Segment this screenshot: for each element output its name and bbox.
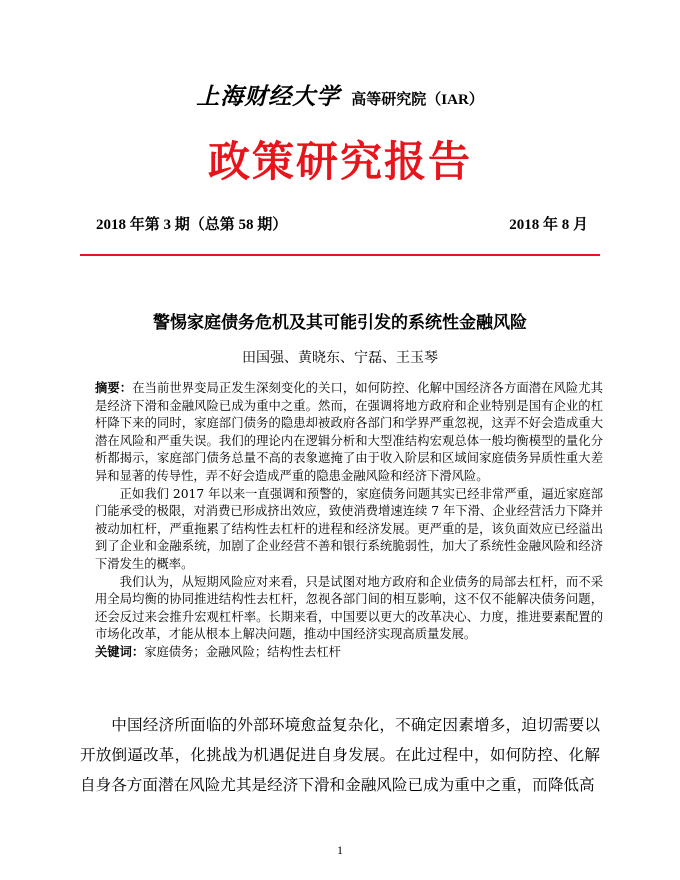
body-text — [80, 710, 600, 800]
paper-title: 警惕家庭债务危机及其可能引发的系统性金融风险 — [153, 313, 527, 333]
body-paragraph: 中国经济所面临的外部环境愈益复杂化，不确定因素增多，迫切需要以开放倒逼改革，化挑战为机遇促进自身发展。在此过程中，如何防控、化解自身各方面潜在风险尤其是经济下滑和金融风险已成为重中之重，而降低高 — [80, 716, 600, 794]
university-logo: 上海财经大学 — [196, 83, 341, 110]
institute-name: 高等研究院（IAR） — [351, 92, 484, 108]
page-number: 1 — [337, 843, 343, 857]
report-title: 政策研究报告 — [207, 137, 472, 186]
abstract-paragraph — [95, 380, 603, 486]
abstract — [95, 380, 603, 662]
keywords — [95, 644, 603, 662]
issue-date: 2018 年 8 月 — [509, 217, 588, 233]
keywords-text: 家庭债务；金融风险；结构性去杠杆 — [144, 644, 341, 659]
abstract-text: 在当前世界变局正发生深刻变化的关口，如何防控、化解中国经济各方面潜在风险尤其是经济下滑和金融风险已成为重中之重。然而，在强调将地方政府和企业特别是国有企业的杠杆降下来的同时，家庭部门债务的隐患却被政府各部门和学界严重忽视，这弄不好会造成重大潜在风险和严重失误。我们的理论内在逻辑分析和大型准结构宏观总体一般均衡模型的量化分析都揭示，家庭部门债务总量不高的表象遮掩了由于收入阶层和区域间家庭债务异质性重大差异和显著的传导性，弄不好会造成严重的隐患金融风险和经济下滑风险。 — [95, 381, 603, 483]
abstract-paragraph: 正如我们 2017 年以来一直强调和预警的，家庭债务问题其实已经非常严重，逼近家庭部门能承受的极限，对消费已形成挤出效应，致使消费增速连续 7 年下滑、企业经营活力下降并被动加杠杆，严重拖累了结构性去杠杆的进程和经济发展。更严重的是，该负面效应已经溢出到了企业和金融系统，加剧了企业经营不善和银行系统脆弱性，加大了系统性金融风险和经济下滑发生的概率。 — [95, 486, 603, 571]
abstract-label: 摘要： — [95, 381, 133, 395]
header — [0, 78, 680, 111]
abstract-paragraph: 我们认为，从短期风险应对来看，只是试图对地方政府和企业债务的局部去杠杆，而不采用全局均衡的协同推进结构性去杠杆，忽视各部门间的相互影响，这不仅不能解决债务问题，还会反过来会推升宏观杠杆率。长期来看，中国要以更大的改革决心、力度，推进要素配置的市场化改革，才能从根本上解决问题，推动中国经济实现高质量发展。 — [95, 574, 603, 642]
keywords-label: 关键词： — [95, 644, 145, 659]
authors: 田国强、黄晓东、宁磊、王玉琴 — [242, 350, 438, 366]
divider-line — [80, 254, 600, 256]
issue-number: 2018 年第 3 期（总第 58 期） — [96, 217, 288, 233]
